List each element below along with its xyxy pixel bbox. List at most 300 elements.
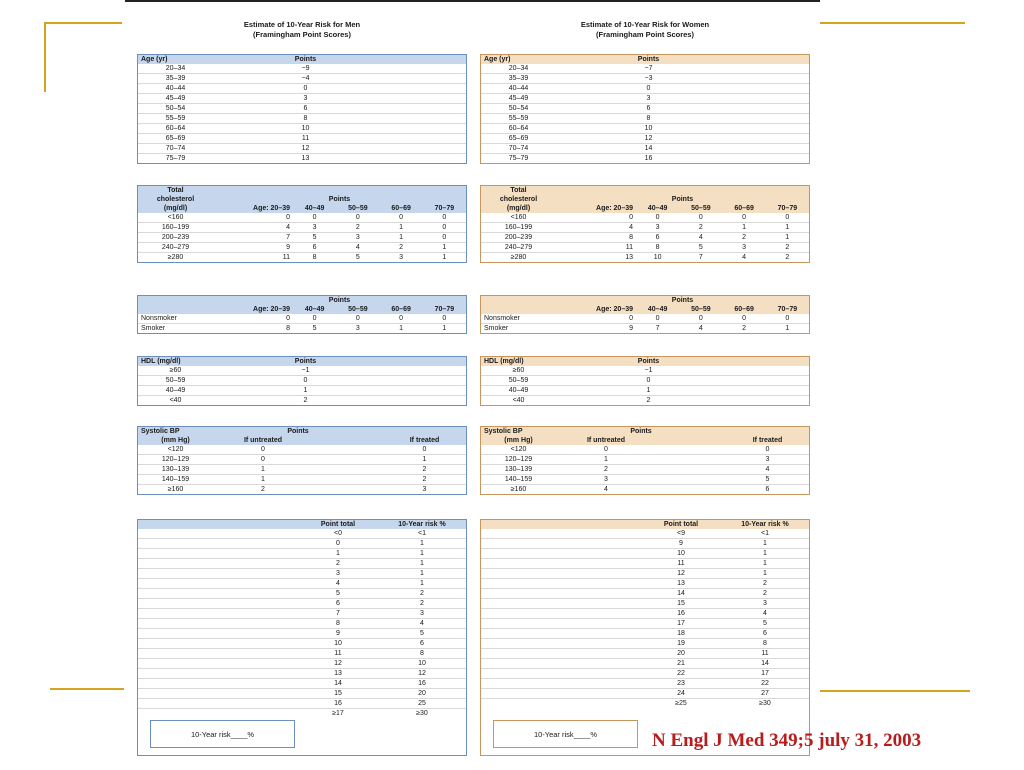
table-cell: 1	[378, 569, 466, 579]
table-cell: <9	[641, 529, 721, 539]
risk-row	[138, 549, 466, 559]
points-header: Points	[213, 296, 466, 305]
table-cell: 8	[636, 243, 679, 253]
risk-row	[481, 609, 809, 619]
age-group-header: 40–49	[293, 204, 336, 213]
table-cell: 120–129	[481, 455, 556, 465]
risk-row	[138, 579, 466, 589]
risk-row	[138, 639, 466, 649]
table-cell: 35–39	[481, 74, 556, 84]
cholesterol-row	[481, 243, 809, 253]
age-group-header: 40–49	[636, 204, 679, 213]
age-row	[481, 104, 809, 114]
risk-row	[481, 559, 809, 569]
table-cell: 16	[641, 609, 721, 619]
hdl-row	[481, 376, 809, 386]
table-cell: 50–54	[138, 104, 213, 114]
table-cell: 2	[679, 223, 722, 233]
women-age-panel	[480, 54, 810, 164]
table-cell: 130–139	[138, 465, 213, 475]
table-cell: ≥30	[759, 700, 771, 707]
corner-line-bottom-left	[50, 688, 124, 690]
risk-row	[481, 689, 809, 699]
table-cell: 3	[556, 94, 741, 104]
table-cell: 65–69	[138, 134, 213, 144]
women-hdl-panel	[480, 356, 810, 406]
table-cell: 60–64	[138, 124, 213, 134]
table-cell: 3	[213, 94, 398, 104]
age-row	[138, 134, 466, 144]
table-cell: 12	[641, 569, 721, 579]
table-cell: 0	[336, 213, 379, 223]
bp-row	[138, 445, 466, 455]
table-cell: 65–69	[481, 134, 556, 144]
women-title-line2: (Framingham Point Scores)	[596, 29, 694, 39]
table-cell: 13	[301, 155, 310, 162]
table-cell: 0	[423, 233, 466, 243]
bp-row	[138, 485, 466, 495]
hdl-header: HDL (mg/dl)	[481, 357, 556, 366]
age-row	[481, 94, 809, 104]
risk-row	[481, 669, 809, 679]
table-cell: <40	[169, 397, 182, 404]
bp-header-line1: Systolic BP	[481, 427, 556, 436]
table-cell: 11	[298, 649, 378, 659]
age-group-header: 70–79	[766, 204, 809, 213]
untreated-header: If untreated	[556, 436, 656, 445]
table-cell: 23	[641, 679, 721, 689]
table-cell: <0	[298, 529, 378, 539]
table-cell: 3	[636, 223, 679, 233]
age-row	[481, 74, 809, 84]
table-cell: 14	[721, 659, 809, 669]
table-cell: 5	[293, 233, 336, 243]
table-cell: 240–279	[481, 243, 556, 253]
table-cell: 25	[378, 699, 466, 709]
table-cell: 4	[721, 609, 809, 619]
table-cell: 200–239	[481, 233, 556, 243]
points-header: Points	[556, 296, 809, 305]
men-bp-panel	[137, 426, 467, 495]
age-group-header: 50–59	[679, 305, 722, 314]
table-cell: 14	[298, 679, 378, 689]
point-total-header: Point total	[641, 520, 721, 529]
table-cell: 17	[721, 669, 809, 679]
corner-line-bottom-right	[820, 690, 970, 692]
men-column	[137, 2, 467, 739]
hdl-row	[481, 386, 809, 396]
risk-row	[138, 609, 466, 619]
table-cell: 15	[298, 689, 378, 699]
age-row	[481, 84, 809, 94]
risk-row	[138, 709, 466, 719]
table-cell: 6	[378, 639, 466, 649]
table-cell: 3	[399, 254, 404, 261]
bp-header-line1: Systolic BP	[138, 427, 213, 436]
table-cell: −1	[556, 366, 741, 376]
treated-header: If treated	[383, 436, 466, 445]
risk-row	[138, 619, 466, 629]
bp-row	[481, 445, 809, 455]
risk-row	[481, 699, 809, 709]
table-cell: 10	[213, 124, 398, 134]
men-smoking-panel	[137, 295, 467, 334]
table-cell: 70–74	[138, 144, 213, 154]
age-group-header: 60–69	[380, 204, 423, 213]
table-cell: 2	[261, 486, 265, 493]
table-cell: 3	[556, 475, 656, 485]
risk-row	[481, 589, 809, 599]
age-row	[138, 94, 466, 104]
table-cell: 3	[422, 486, 427, 493]
table-cell: <40	[512, 397, 525, 404]
table-cell: 0	[213, 455, 313, 465]
table-cell: 11	[721, 649, 809, 659]
age-group-header: 40–49	[293, 305, 336, 314]
table-cell: 4	[742, 254, 747, 261]
age-group-header: 60–69	[723, 305, 766, 314]
table-cell: 9	[629, 325, 633, 332]
table-cell: 0	[679, 213, 722, 223]
table-cell: ≥280	[167, 254, 184, 261]
table-cell: 4	[604, 486, 608, 493]
table-cell: 7	[655, 325, 660, 332]
chol-header-line1: Total	[481, 186, 556, 195]
risk-row	[138, 539, 466, 549]
table-cell: 0	[293, 213, 336, 223]
table-cell: 10	[641, 549, 721, 559]
risk-row	[481, 659, 809, 669]
age-row	[138, 64, 466, 74]
table-cell: 24	[641, 689, 721, 699]
table-cell: 7	[298, 609, 378, 619]
age-row	[138, 124, 466, 134]
cholesterol-row	[481, 213, 809, 223]
age-header: Age (yr)	[138, 55, 213, 64]
points-header: Points	[213, 427, 383, 436]
table-cell: 0	[636, 314, 679, 324]
table-cell: 5	[355, 254, 360, 261]
points-header: Points	[556, 195, 809, 204]
table-cell: 1	[766, 223, 809, 233]
table-cell: 1	[721, 569, 809, 579]
table-cell: 7	[213, 233, 293, 243]
table-cell: 4	[556, 223, 636, 233]
age-header: Age (yr)	[481, 55, 556, 64]
risk-row	[138, 559, 466, 569]
age-row	[138, 144, 466, 154]
table-cell: ≥25	[675, 700, 687, 707]
table-cell: 5	[312, 325, 317, 332]
table-cell: 1	[556, 386, 741, 396]
bp-header-line2: (mm Hg)	[481, 436, 556, 445]
table-cell: 2	[378, 599, 466, 609]
men-age-panel	[137, 54, 467, 164]
hdl-header: HDL (mg/dl)	[138, 357, 213, 366]
risk-row	[138, 679, 466, 689]
smoking-row	[481, 324, 809, 334]
age-row	[138, 104, 466, 114]
bp-header-line2: (mm Hg)	[138, 436, 213, 445]
hdl-row	[138, 386, 466, 396]
corner-line-top-right	[820, 22, 965, 24]
table-cell: ≥160	[510, 486, 527, 493]
table-cell: 11	[641, 559, 721, 569]
chol-header-line3: (mg/dl)	[481, 204, 556, 213]
table-cell: 0	[723, 314, 766, 324]
table-cell: 19	[641, 639, 721, 649]
table-cell: 2	[383, 475, 466, 485]
citation: N Engl J Med 349;5 july 31, 2003	[652, 730, 922, 751]
table-cell: 6	[636, 233, 679, 243]
table-cell: 9	[213, 243, 293, 253]
table-cell: 2	[336, 223, 379, 233]
table-cell: 140–159	[138, 475, 213, 485]
table-cell: 50–59	[138, 376, 213, 386]
table-cell: 14	[641, 589, 721, 599]
cholesterol-row	[138, 223, 466, 233]
table-cell: 0	[726, 445, 809, 455]
age-row	[481, 114, 809, 124]
table-cell: 16	[644, 155, 653, 162]
table-cell: 0	[380, 314, 423, 324]
table-cell: 0	[336, 314, 379, 324]
table-cell: 10	[298, 639, 378, 649]
table-cell: 2	[721, 579, 809, 589]
hdl-row	[138, 366, 466, 376]
table-cell: 40–49	[481, 386, 556, 396]
table-cell: 1	[721, 539, 809, 549]
points-header: Points	[556, 427, 726, 436]
table-cell: 14	[556, 144, 741, 154]
age-group-header: Age: 20–39	[556, 305, 636, 314]
table-cell: 1	[723, 223, 766, 233]
corner-line-top-left-h	[44, 22, 122, 24]
chol-header-line2: cholesterol	[481, 195, 556, 204]
table-cell: 1	[213, 465, 313, 475]
table-cell: ≥160	[167, 486, 184, 493]
age-row	[481, 124, 809, 134]
table-cell: 13	[641, 579, 721, 589]
hdl-row	[138, 376, 466, 386]
table-cell: 16	[378, 679, 466, 689]
table-cell: ≥60	[138, 366, 213, 376]
table-cell: ≥60	[481, 366, 556, 376]
table-cell: 0	[298, 539, 378, 549]
table-cell: 0	[213, 84, 398, 94]
table-cell: 1	[442, 254, 447, 261]
risk-row	[481, 599, 809, 609]
table-cell: 8	[298, 619, 378, 629]
men-title-line1: Estimate of 10-Year Risk for Men	[243, 20, 361, 29]
risk-row	[138, 589, 466, 599]
risk-row	[138, 529, 466, 539]
table-cell: 40–44	[138, 84, 213, 94]
risk-row	[481, 529, 809, 539]
women-risk-panel	[480, 519, 810, 756]
age-row	[481, 154, 809, 164]
treated-header: If treated	[726, 436, 809, 445]
women-title-line1: Estimate of 10-Year Risk for Women	[580, 20, 710, 29]
table-cell: 0	[293, 314, 336, 324]
risk-row	[138, 699, 466, 709]
table-cell: 2	[380, 243, 423, 253]
table-cell: 1	[213, 475, 313, 485]
table-cell: 60–64	[481, 124, 556, 134]
table-cell: 1	[378, 559, 466, 569]
table-cell: 45–49	[481, 94, 556, 104]
table-cell: Nonsmoker	[138, 314, 213, 324]
table-cell: 8	[556, 233, 636, 243]
age-group-header: 50–59	[336, 305, 379, 314]
cholesterol-row	[138, 243, 466, 253]
risk-row	[138, 659, 466, 669]
table-cell: 10	[653, 254, 662, 261]
table-cell: 5	[726, 475, 809, 485]
men-title-line2: (Framingham Point Scores)	[253, 29, 351, 39]
age-group-header: 60–69	[723, 204, 766, 213]
table-cell: 12	[556, 134, 741, 144]
table-cell: 12	[298, 659, 378, 669]
men-hdl-panel	[137, 356, 467, 406]
risk-percent-header: 10-Year risk %	[378, 520, 466, 529]
table-cell: 50–54	[481, 104, 556, 114]
smoking-row	[138, 314, 466, 324]
table-cell: 3	[298, 569, 378, 579]
table-cell: 40–49	[138, 386, 213, 396]
table-cell: 12	[213, 144, 398, 154]
table-cell: 3	[723, 243, 766, 253]
table-cell: 3	[378, 609, 466, 619]
age-group-header: Age: 20–39	[213, 305, 293, 314]
table-cell: 0	[423, 213, 466, 223]
men-cholesterol-panel	[137, 185, 467, 263]
age-group-header: 60–69	[380, 305, 423, 314]
age-row	[481, 64, 809, 74]
table-cell: 1	[766, 233, 809, 243]
table-cell: 8	[286, 325, 290, 332]
table-cell: 0	[383, 445, 466, 455]
table-cell: 3	[726, 455, 809, 465]
risk-row	[138, 669, 466, 679]
table-cell: 3	[293, 223, 336, 233]
points-header: Points	[556, 357, 741, 366]
table-cell: 12	[378, 669, 466, 679]
table-cell: 1	[213, 386, 398, 396]
table-cell: 2	[723, 233, 766, 243]
bp-row	[138, 475, 466, 485]
risk-row	[481, 619, 809, 629]
women-column	[480, 2, 810, 739]
table-cell: 0	[556, 213, 636, 223]
table-cell: 2	[646, 397, 651, 404]
age-group-header: 50–59	[336, 204, 379, 213]
age-group-header: Age: 20–39	[213, 204, 293, 213]
table-cell: 2	[556, 465, 656, 475]
table-cell: 1	[378, 579, 466, 589]
table-cell: 3	[355, 325, 360, 332]
table-cell: −3	[556, 74, 741, 84]
table-cell: 22	[721, 679, 809, 689]
smoking-row	[481, 314, 809, 324]
table-cell: 17	[641, 619, 721, 629]
points-header: Points	[556, 55, 741, 64]
table-cell: <1	[378, 529, 466, 539]
table-cell: 140–159	[481, 475, 556, 485]
table-cell: 0	[723, 213, 766, 223]
table-cell: 6	[293, 243, 336, 253]
bp-row	[481, 485, 809, 495]
table-cell: 0	[213, 376, 398, 386]
table-cell: 2	[721, 589, 809, 599]
table-cell: 35–39	[138, 74, 213, 84]
table-cell: 70–74	[481, 144, 556, 154]
table-cell: 75–79	[508, 155, 529, 162]
table-cell: 10	[556, 124, 741, 134]
bp-row	[481, 455, 809, 465]
table-cell: 8	[378, 649, 466, 659]
bp-row	[138, 465, 466, 475]
table-cell: <1	[721, 529, 809, 539]
table-cell: 8	[213, 114, 398, 124]
table-cell: 11	[213, 134, 398, 144]
table-cell: 5	[679, 243, 722, 253]
table-cell: Smoker	[484, 325, 509, 332]
table-cell: 0	[213, 213, 293, 223]
table-cell: 1	[423, 243, 466, 253]
table-cell: <120	[138, 445, 213, 455]
table-cell: 2	[298, 559, 378, 569]
table-cell: 11	[556, 243, 636, 253]
table-cell: 5	[298, 589, 378, 599]
table-cell: 240–279	[138, 243, 213, 253]
age-group-header: 70–79	[423, 305, 466, 314]
table-cell: 2	[785, 254, 790, 261]
table-cell: 10	[378, 659, 466, 669]
table-cell: 75–79	[165, 155, 186, 162]
table-cell: 6	[765, 486, 770, 493]
table-cell: 15	[641, 599, 721, 609]
table-cell: 0	[423, 223, 466, 233]
women-title	[480, 2, 810, 39]
table-cell: 4	[213, 223, 293, 233]
table-cell: 3	[336, 233, 379, 243]
risk-percent-header: 10-Year risk %	[721, 520, 809, 529]
age-row	[138, 114, 466, 124]
table-cell: 1	[721, 559, 809, 569]
risk-row	[481, 639, 809, 649]
table-cell: 1	[383, 455, 466, 465]
risk-row	[481, 579, 809, 589]
table-cell: 1	[399, 325, 404, 332]
table-cell: −7	[556, 64, 741, 74]
table-cell: 4	[679, 233, 722, 243]
risk-row	[138, 689, 466, 699]
points-header: Points	[213, 55, 398, 64]
women-cholesterol-panel	[480, 185, 810, 263]
table-cell: 4	[378, 619, 466, 629]
table-cell: 200–239	[138, 233, 213, 243]
table-cell: 0	[636, 213, 679, 223]
table-cell: 0	[423, 314, 466, 324]
men-title	[137, 2, 467, 39]
table-cell: 0	[766, 213, 809, 223]
table-cell: 0	[213, 314, 293, 324]
table-cell: 55–59	[138, 114, 213, 124]
table-cell: 55–59	[481, 114, 556, 124]
table-cell: 0	[556, 445, 656, 455]
table-cell: 4	[698, 325, 703, 332]
